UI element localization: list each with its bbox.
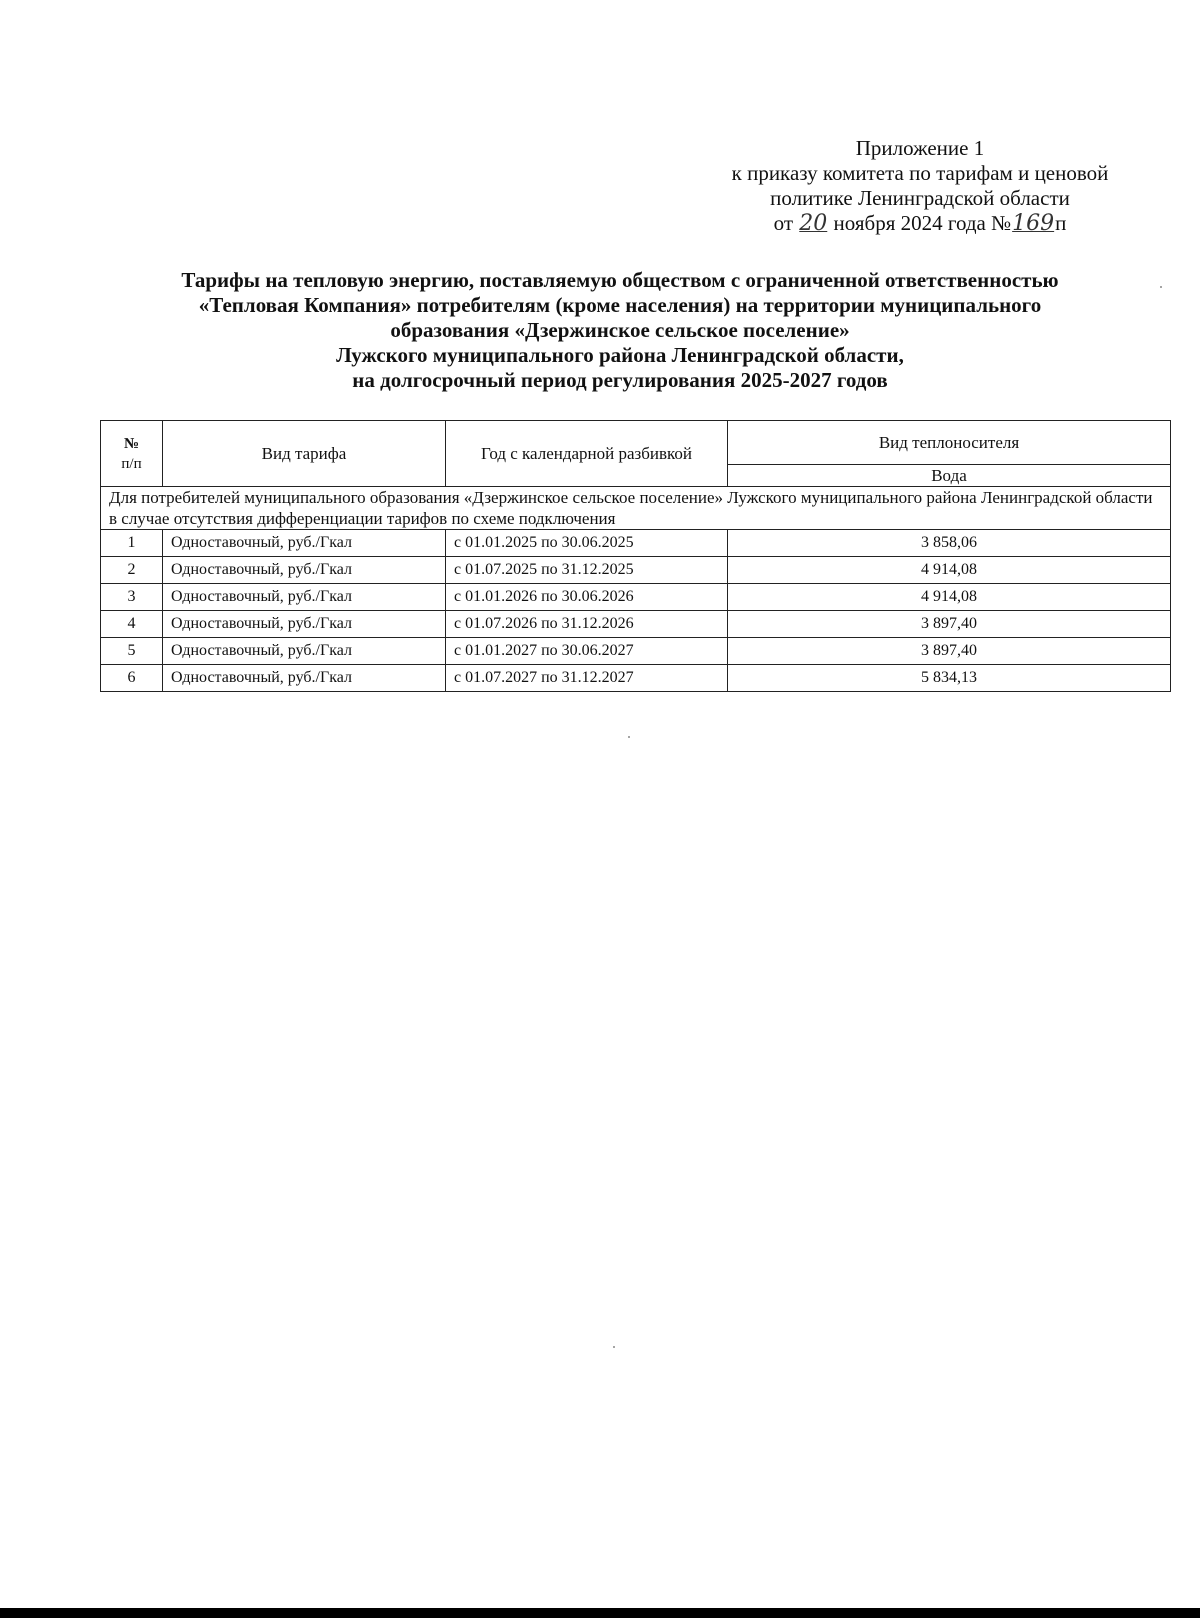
order-suffix: п: [1055, 211, 1067, 235]
title-line-5: на долгосрочный период регулирования 2025-2027 годов: [352, 368, 888, 392]
row-number: 5: [101, 638, 163, 665]
appendix-label: Приложение 1: [855, 136, 985, 160]
table-row: [101, 584, 1171, 611]
scan-speck: [628, 736, 630, 738]
row-number: 3: [101, 584, 163, 611]
table-row: [101, 665, 1171, 692]
scan-speck: [613, 1346, 615, 1348]
appendix-committee: политике Ленинградской области: [770, 186, 1070, 210]
row-period: с 01.01.2027 по 30.06.2027: [446, 638, 728, 665]
row-tariff: Одноставочный, руб./Гкал: [163, 611, 446, 638]
title-line-1: Тарифы на тепловую энергию, поставляемую обществом с ограниченной ответственностью: [181, 268, 1059, 292]
date-rest: ноября 2024 года №: [833, 211, 1012, 235]
row-value: 4 914,08: [728, 584, 1171, 611]
row-tariff: Одноставочный, руб./Гкал: [163, 557, 446, 584]
header-number-symbol: №: [123, 435, 140, 452]
row-tariff: Одноставочный, руб./Гкал: [163, 638, 446, 665]
scan-edge-bar: [0, 1608, 1200, 1618]
row-value: 5 834,13: [728, 665, 1171, 692]
handwritten-order-number: 169: [1012, 211, 1055, 236]
row-number: 4: [101, 611, 163, 638]
header-water: Вода: [728, 465, 1171, 487]
header-carrier-type: Вид теплоносителя: [728, 421, 1171, 465]
table-row: [101, 611, 1171, 638]
scan-speck: [1160, 286, 1162, 288]
row-tariff: Одноставочный, руб./Гкал: [163, 584, 446, 611]
handwritten-day: 20: [799, 211, 828, 236]
section-label: Для потребителей муниципального образования «Дзержинское сельское поселение» Лужского муниципального района Ленинградской области в случае отсутствия дифференциации тарифов по схеме подключения: [101, 487, 1171, 530]
appendix-date-line: [690, 211, 1150, 236]
row-number: 6: [101, 665, 163, 692]
table-row: [101, 638, 1171, 665]
row-number: 1: [101, 530, 163, 557]
date-prefix: от: [773, 211, 794, 235]
row-number: 2: [101, 557, 163, 584]
title-line-3: образования «Дзержинское сельское поселение»: [390, 318, 850, 342]
table-row: [101, 557, 1171, 584]
row-period: с 01.01.2025 по 30.06.2025: [446, 530, 728, 557]
row-tariff: Одноставочный, руб./Гкал: [163, 665, 446, 692]
row-value: 3 858,06: [728, 530, 1171, 557]
title-line-2: «Тепловая Компания» потребителям (кроме населения) на территории муниципального: [198, 293, 1042, 317]
appendix-order-ref: к приказу комитета по тарифам и ценовой: [731, 161, 1109, 185]
row-period: с 01.07.2027 по 31.12.2027: [446, 665, 728, 692]
tariff-table: [100, 420, 1171, 692]
title-line-4: Лужского муниципального района Ленинградской области,: [336, 343, 904, 367]
section-row: [101, 487, 1171, 530]
document-title: [80, 268, 1160, 393]
row-value: 3 897,40: [728, 638, 1171, 665]
row-value: 4 914,08: [728, 557, 1171, 584]
row-period: с 01.01.2026 по 30.06.2026: [446, 584, 728, 611]
row-period: с 01.07.2026 по 31.12.2026: [446, 611, 728, 638]
table-row: [101, 530, 1171, 557]
row-period: с 01.07.2025 по 31.12.2025: [446, 557, 728, 584]
row-value: 3 897,40: [728, 611, 1171, 638]
header-number-abbr: п/п: [121, 455, 142, 472]
header-number: [101, 421, 163, 487]
header-tariff-type: Вид тарифа: [163, 421, 446, 487]
row-tariff: Одноставочный, руб./Гкал: [163, 530, 446, 557]
header-year-breakdown: Год с календарной разбивкой: [446, 421, 728, 487]
appendix-header: [690, 136, 1150, 236]
